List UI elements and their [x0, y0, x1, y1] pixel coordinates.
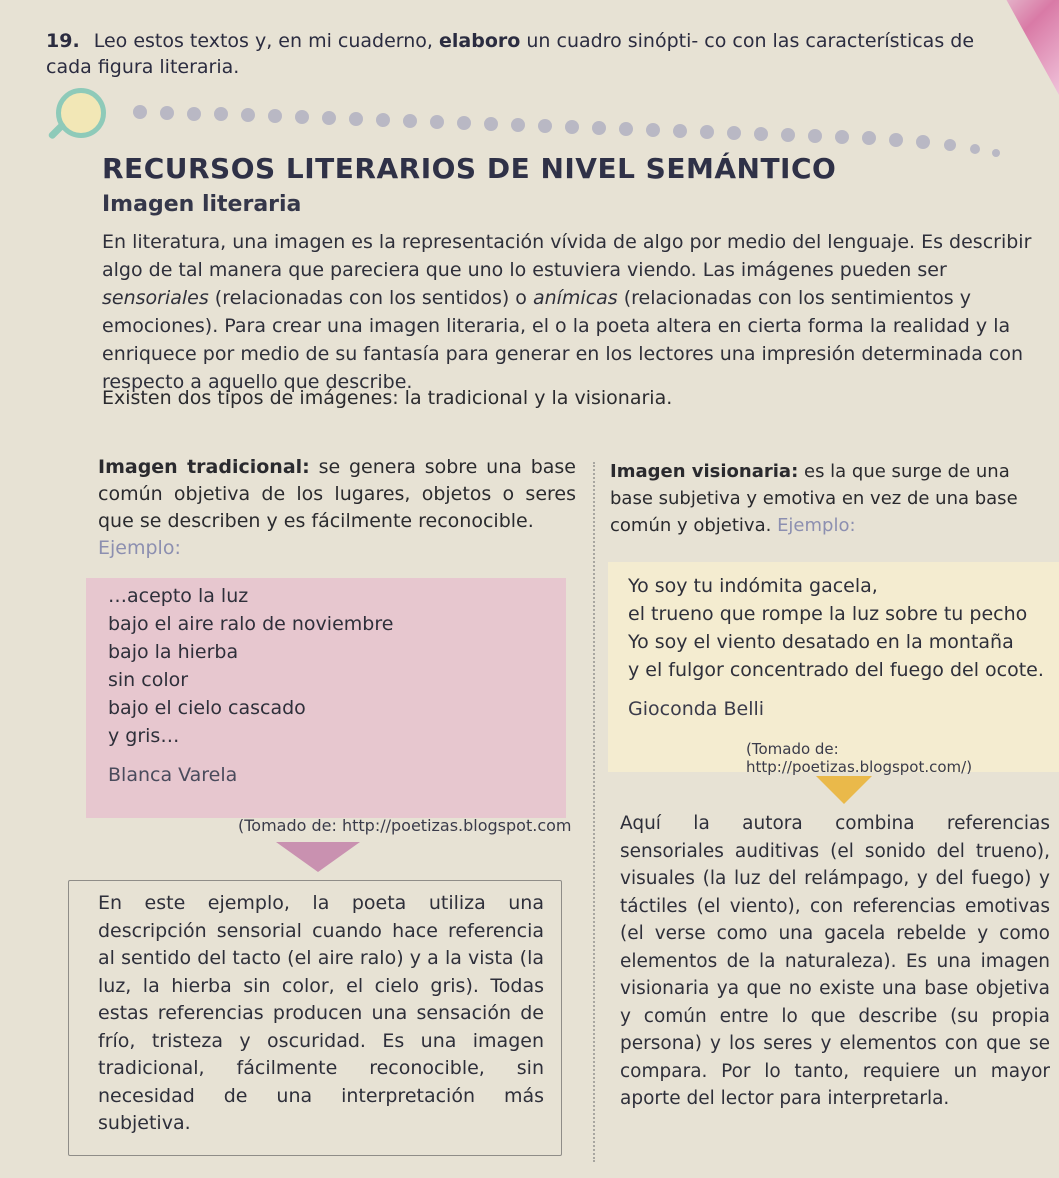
visionary-explanation: Aquí la autora combina referencias sensoriales auditivas (el sonido del trueno), visuales (la luz del relámpago, y del fuego) y táctiles (el viento), con referencias emotivas (el verse como una gacela rebelde y como elementos de la naturaleza). Es una imagen visionaria ya que no existe una base objetiva y común entre lo que describe (su propia persona) y los seres y elementos con que se compara. Por lo tanto, requiere un mayor aporte del lector para interpretarla. [620, 813, 1050, 1109]
poem-line: bajo el cielo cascado [108, 697, 306, 719]
intro-part1: En literatura, una imagen es la representación vívida de algo por medio del lenguaje. Es describir algo de tal manera que pareciera que uno lo estuviera viendo. Las imágenes pueden ser [102, 231, 1032, 281]
intro-part2: (relacionadas con los sentidos) o [208, 287, 533, 309]
visionary-poem-author: Gioconda Belli [628, 698, 765, 720]
traditional-poem [108, 582, 548, 750]
question-number: 19. [46, 30, 80, 52]
question-text-bold: elaboro [439, 30, 521, 52]
activity-question [46, 28, 986, 80]
column-divider [593, 462, 595, 1162]
visionary-example-label: Ejemplo: [777, 515, 856, 536]
traditional-example-label: Ejemplo: [98, 537, 181, 559]
visionary-poem-source: (Tomado de: http://poetizas.blogspot.com/) [746, 740, 973, 776]
poem-line: bajo la hierba [108, 641, 239, 663]
section-subtitle: Imagen literaria [102, 192, 302, 217]
pink-triangle-pointer [276, 842, 360, 872]
intro-animicas: anímicas [532, 287, 618, 309]
traditional-explanation: En este ejemplo, la poeta utiliza una descripción sensorial cuando hace referencia al sentido del tacto (el aire ralo) y a la vista (la luz, la hierba sin color, el cielo gris). Todas estas referencias producen una sensación de frío, tristeza y oscuridad. Es una imagen tradicional, fácilmente reconocible, sin necesidad de una interpretación más subjetiva. [98, 892, 544, 1134]
poem-line: bajo el aire ralo de noviembre [108, 613, 394, 635]
traditional-poem-source: (Tomado de: http://poetizas.blogspot.com [238, 816, 572, 835]
intro-paragraph [102, 228, 1052, 396]
poem-line: Yo soy el viento desatado en la montaña [628, 631, 1014, 653]
question-text-pre: Leo estos textos y, en mi cuaderno, [87, 30, 440, 52]
yellow-triangle-pointer [816, 776, 872, 804]
traditional-heading: Imagen tradicional: [98, 456, 310, 478]
poem-line: y el fulgor concentrado del fuego del ocote. [628, 659, 1044, 681]
traditional-poem-author: Blanca Varela [108, 764, 238, 786]
section-title: RECURSOS LITERARIOS DE NIVEL SEMÁNTICO [102, 152, 837, 185]
intro-part3: (relacionadas con los sentimientos y emociones). Para crear una imagen literaria, el o la poeta altera en cierta forma la realidad y la enriquece por medio de su fantasía para generar en los lectores una impresión determinada con respecto a aquello que describe. [102, 287, 1024, 393]
corner-decoration [989, 0, 1059, 95]
poem-line: …acepto la luz [108, 585, 249, 607]
poem-line: y gris… [108, 725, 180, 747]
poem-line: Yo soy tu indómita gacela, [628, 575, 878, 597]
dotted-trail-decoration [130, 100, 1050, 160]
question-text-post: un cuadro sinópti- co con las características de cada figura literaria. [46, 30, 975, 78]
traditional-definition [98, 454, 576, 562]
visionary-definition [610, 458, 1050, 539]
magnifier-icon [56, 88, 106, 138]
poem-line: sin color [108, 669, 189, 691]
types-sentence: Existen dos tipos de imágenes: la tradicional y la visionaria. [102, 387, 673, 409]
poem-line: el trueno que rompe la luz sobre tu pecho [628, 603, 1028, 625]
visionary-text: es la que surge de una base subjetiva y emotiva en vez de una base común y objetiva. [610, 461, 1018, 536]
traditional-text: se genera sobre una base común objetiva de los lugares, objetos o seres que se describen y es fácilmente reconocible. [98, 456, 576, 532]
intro-sensoriales: sensoriales [102, 287, 209, 309]
visionary-heading: Imagen visionaria: [610, 461, 799, 482]
visionary-poem [628, 572, 1058, 684]
dotted-trail-icon [130, 100, 1050, 160]
